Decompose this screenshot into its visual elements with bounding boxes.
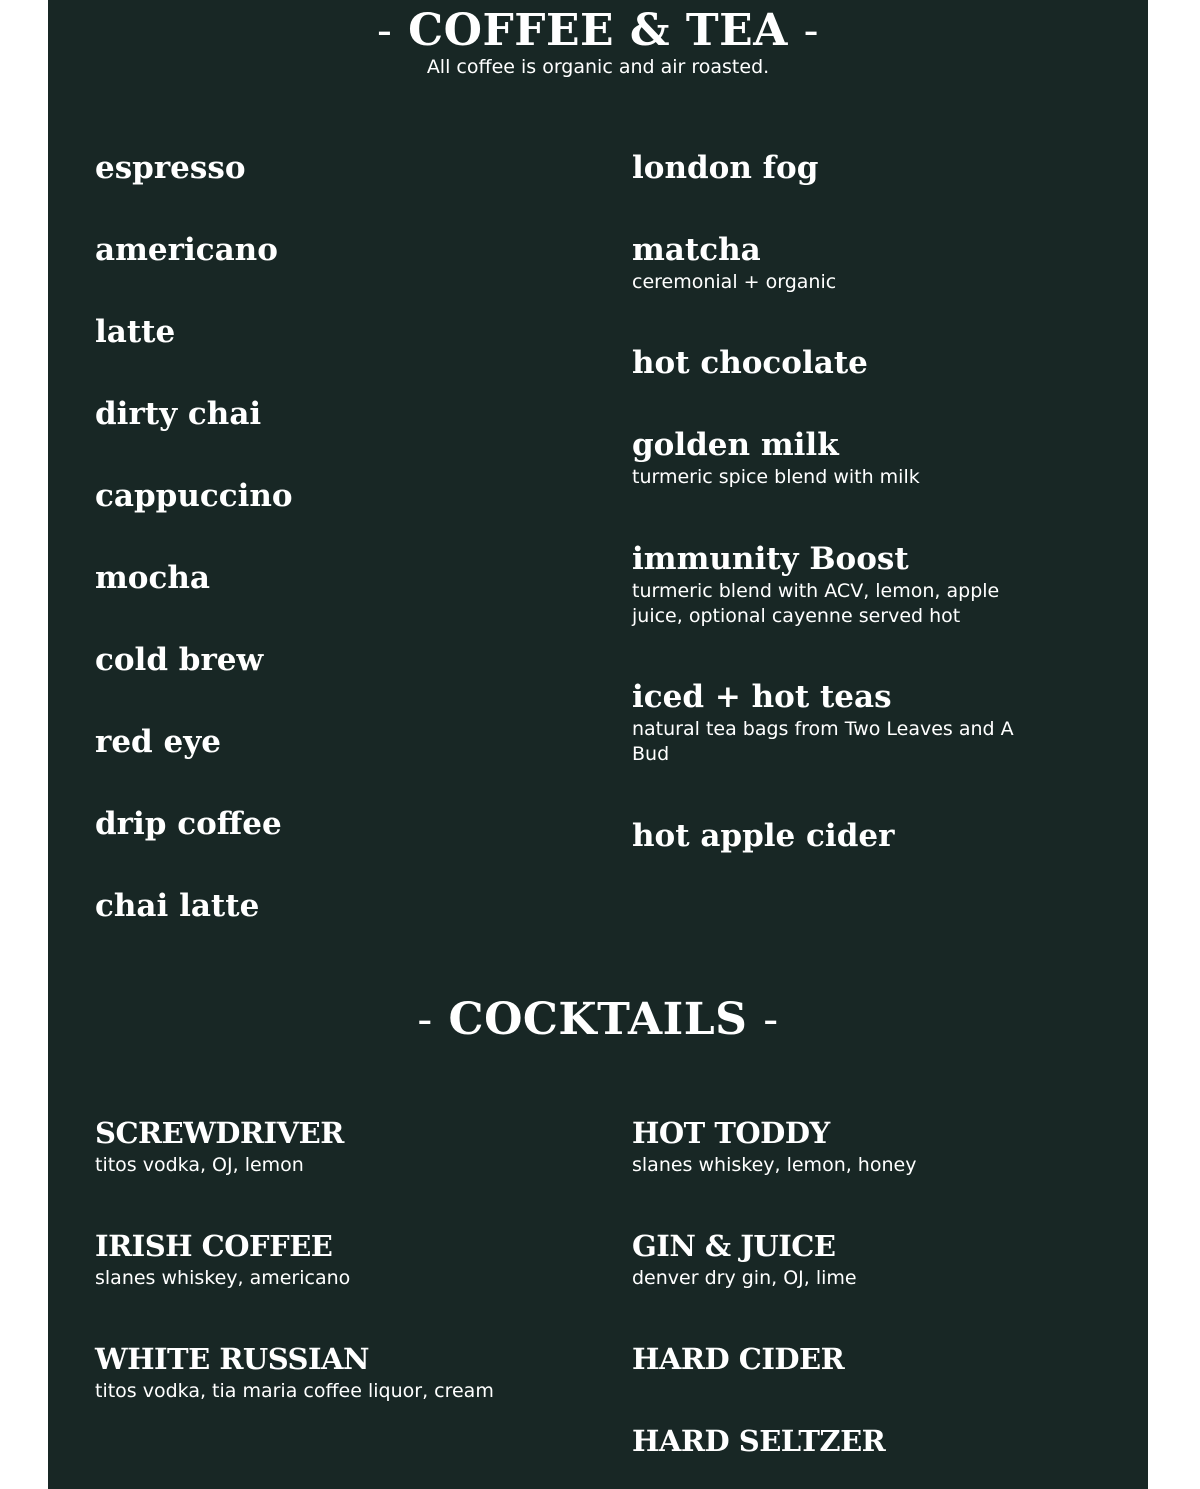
item-name: mocha [95, 560, 210, 596]
menu-item [95, 396, 261, 432]
heading-dash-left: - [417, 994, 433, 1045]
cocktails-heading [48, 994, 1148, 1046]
cocktails-title: COCKTAILS [448, 994, 748, 1045]
item-description: natural tea bags from Two Leaves and A Bud [632, 718, 1014, 765]
item-name: immunity Boost [632, 541, 909, 577]
item-name: london fog [632, 150, 819, 186]
coffee-subtitle: All coffee is organic and air roasted. [426, 56, 770, 78]
item-name: HOT TODDY [632, 1116, 830, 1150]
menu-item [95, 642, 263, 678]
coffee-tea-heading [48, 6, 1148, 56]
menu-item [632, 427, 1052, 490]
menu-item [95, 806, 282, 842]
heading-dash-right: - [803, 5, 820, 56]
item-name: matcha [632, 232, 761, 268]
menu-item [632, 679, 1052, 767]
menu-panel [48, 0, 1148, 1489]
menu-item [95, 1228, 515, 1291]
menu-item [632, 345, 1052, 381]
item-name: latte [95, 314, 176, 350]
item-name: red eye [95, 724, 221, 760]
menu-item [632, 1423, 1052, 1459]
item-description: titos vodka, OJ, lemon [95, 1154, 304, 1176]
item-name: cappuccino [95, 478, 293, 514]
menu-item [95, 888, 259, 924]
heading-dash-left: - [376, 5, 393, 56]
menu-item [632, 541, 1052, 629]
menu-item [632, 1115, 1052, 1178]
menu-item [632, 818, 1052, 854]
item-description: denver dry gin, OJ, lime [632, 1267, 857, 1289]
item-name: HARD SELTZER [632, 1424, 886, 1458]
item-description: titos vodka, tia maria coffee liquor, cream [95, 1380, 494, 1402]
item-name: iced + hot teas [632, 679, 892, 715]
menu-item [95, 478, 293, 514]
menu-item [95, 560, 210, 596]
item-description: turmeric blend with ACV, lemon, apple juice, optional cayenne served hot [632, 580, 1000, 627]
item-name: cold brew [95, 642, 264, 678]
item-name: hot chocolate [632, 345, 868, 381]
item-description: turmeric spice blend with milk [632, 466, 920, 488]
menu-item [95, 1341, 495, 1404]
item-description: slanes whiskey, lemon, honey [632, 1154, 917, 1176]
menu-item [95, 724, 221, 760]
menu-item [632, 1341, 1052, 1377]
item-description: ceremonial + organic [632, 271, 837, 293]
item-name: SCREWDRIVER [95, 1116, 344, 1150]
item-name: espresso [95, 150, 246, 186]
item-name: golden milk [632, 427, 839, 463]
item-name: WHITE RUSSIAN [95, 1342, 370, 1376]
item-name: dirty chai [95, 396, 262, 432]
menu-item [632, 232, 1052, 295]
menu-item [632, 1228, 1052, 1291]
item-description: slanes whiskey, americano [95, 1267, 351, 1289]
item-name: americano [95, 232, 278, 268]
menu-item [95, 314, 175, 350]
coffee-tea-title: COFFEE & TEA [408, 5, 788, 56]
menu-item [95, 1115, 515, 1178]
item-name: hot apple cider [632, 818, 895, 854]
item-name: HARD CIDER [632, 1342, 845, 1376]
item-name: drip coffee [95, 806, 282, 842]
menu-item [95, 232, 278, 268]
item-name: GIN & JUICE [632, 1229, 836, 1263]
heading-dash-right: - [763, 994, 779, 1045]
item-name: chai latte [95, 888, 260, 924]
menu-item [95, 150, 246, 186]
menu-item [632, 150, 1052, 186]
item-name: IRISH COFFEE [95, 1229, 333, 1263]
